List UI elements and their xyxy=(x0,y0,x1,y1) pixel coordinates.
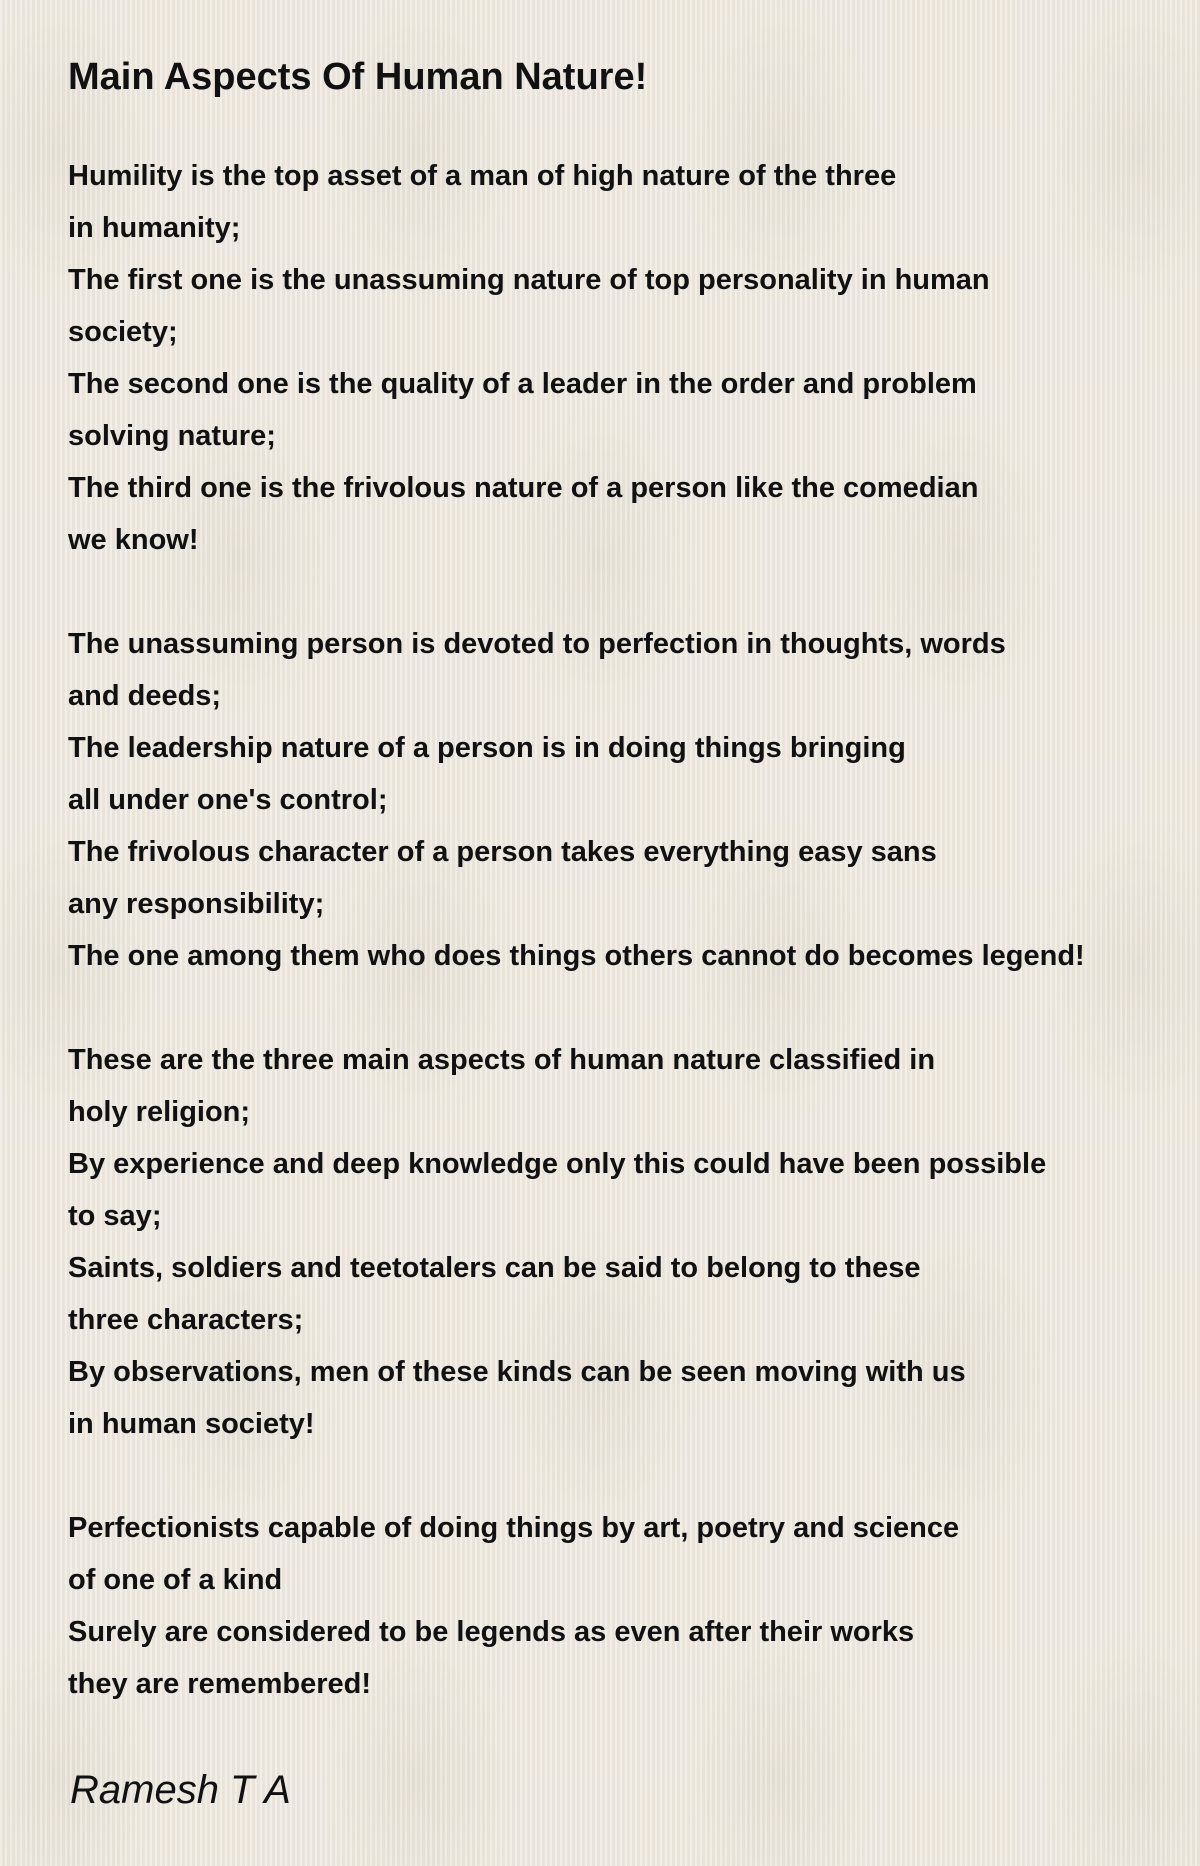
poem-line: three characters; xyxy=(68,1304,304,1336)
poem-line: These are the three main aspects of human nature classified in xyxy=(68,1044,936,1076)
poem-line: By observations, men of these kinds can be seen moving with us xyxy=(68,1356,966,1388)
poem-line: The unassuming person is devoted to perfection in thoughts, words xyxy=(68,628,1006,660)
poem-line: in humanity; xyxy=(68,212,241,244)
poem-line: Saints, soldiers and teetotalers can be said to belong to these xyxy=(68,1252,921,1284)
poem-line: holy religion; xyxy=(68,1096,251,1128)
poem-author: Ramesh T A xyxy=(70,1768,291,1812)
poem-page xyxy=(68,0,1200,1866)
poem-line: The second one is the quality of a leader in the order and problem xyxy=(68,368,977,400)
poem-line: all under one's control; xyxy=(68,784,388,816)
poem-line: to say; xyxy=(68,1200,162,1232)
poem-line: Surely are considered to be legends as even after their works xyxy=(68,1616,915,1648)
poem-line: The third one is the frivolous nature of a person like the comedian xyxy=(68,472,979,504)
poem-line: Perfectionists capable of doing things by art, poetry and science xyxy=(68,1512,960,1544)
poem-line: The leadership nature of a person is in doing things bringing xyxy=(68,732,906,764)
poem-line: and deeds; xyxy=(68,680,222,712)
poem-line: society; xyxy=(68,316,178,348)
poem-line: The frivolous character of a person takes everything easy sans xyxy=(68,836,937,868)
poem-title: Main Aspects Of Human Nature! xyxy=(68,56,648,98)
poem-line: in human society! xyxy=(68,1408,315,1440)
poem-line: Humility is the top asset of a man of high nature of the three xyxy=(68,160,897,192)
stanza-break xyxy=(68,566,1200,618)
stanza-break xyxy=(68,982,1200,1034)
poem-line: The first one is the unassuming nature of top personality in human xyxy=(68,264,990,296)
poem-line: solving nature; xyxy=(68,420,276,452)
poem-line: they are remembered! xyxy=(68,1668,372,1700)
poem-line: any responsibility; xyxy=(68,888,325,920)
poem-line: By experience and deep knowledge only this could have been possible xyxy=(68,1148,1047,1180)
poem-line: of one of a kind xyxy=(68,1564,283,1596)
stanza-break xyxy=(68,1450,1200,1502)
poem-body xyxy=(68,150,1200,1710)
poem-line: The one among them who does things others cannot do becomes legend! xyxy=(68,940,1085,972)
poem-line: we know! xyxy=(68,524,199,556)
